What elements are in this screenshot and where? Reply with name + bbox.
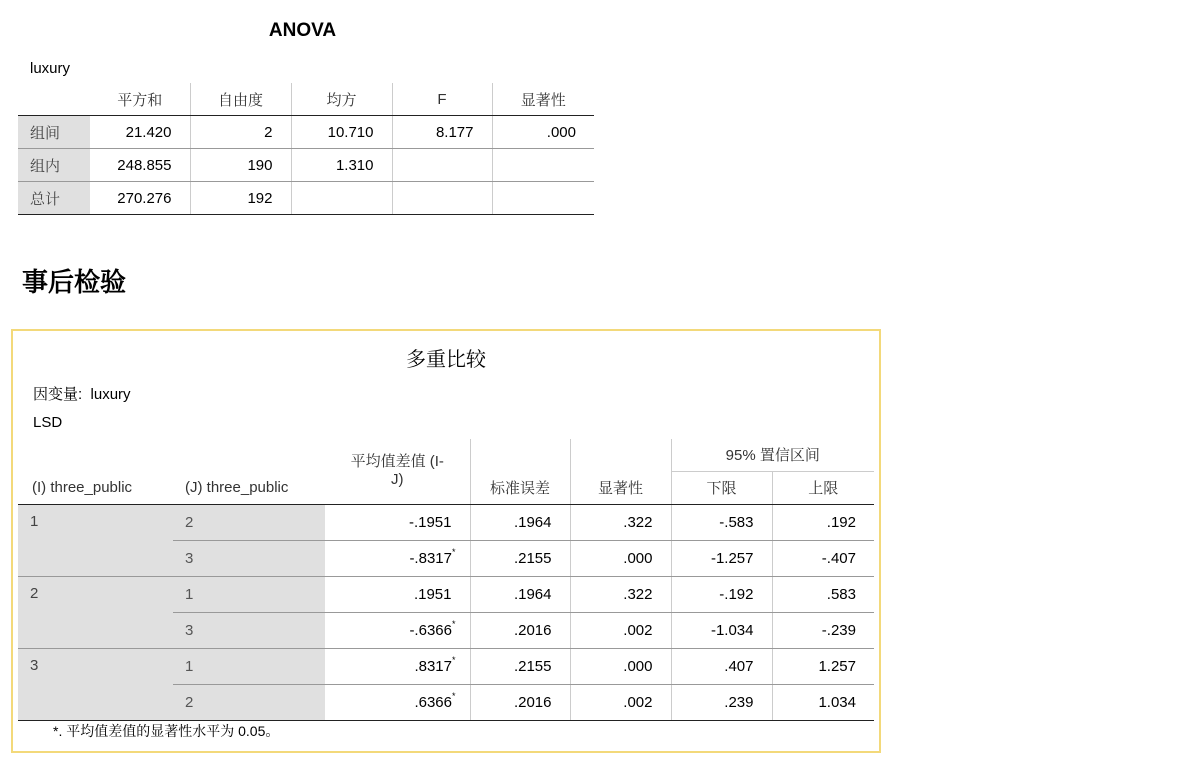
cell-upper [772, 504, 874, 540]
cell-text: .000 [623, 549, 653, 567]
cell-text: .002 [623, 621, 653, 639]
cell-upper [772, 648, 874, 684]
cell-text: .1964 [513, 513, 552, 531]
cell-upper [772, 576, 874, 612]
comparison-row [18, 504, 874, 540]
cell-text: -1.257 [710, 549, 754, 567]
cell-j-group [173, 612, 325, 648]
cell-i-group [18, 612, 173, 648]
comparison-row [18, 576, 874, 612]
cell-std-error [470, 576, 570, 612]
cell-text: -1.034 [710, 621, 754, 639]
cell-lower [671, 684, 772, 720]
cell-std-error [470, 612, 570, 648]
cell-text: -.1951 [408, 514, 452, 531]
anova-cell: 1.310 [291, 149, 392, 182]
cell-text: 3 [185, 621, 194, 639]
cell-i-group [18, 648, 173, 684]
cell-text: 2 [185, 693, 194, 711]
cell-j-group [173, 540, 325, 576]
cell-sig [570, 540, 671, 576]
cell-text: .583 [826, 585, 856, 603]
anova-col-df: 自由度 [190, 83, 291, 116]
cell-mean-diff [325, 648, 470, 684]
anova-col-sig: 显著性 [492, 83, 594, 116]
cell-text: -.583 [719, 513, 754, 531]
anova-cell: 192 [190, 182, 291, 215]
cell-sig [570, 684, 671, 720]
cell-sig [570, 612, 671, 648]
cell-text: 2 [185, 513, 194, 531]
cell-i-group [18, 684, 173, 720]
cell-text: -.407 [821, 549, 856, 567]
anova-title: ANOVA [268, 20, 337, 41]
cell-text: .2155 [513, 657, 552, 675]
anova-cell [392, 149, 492, 182]
method-label: LSD [33, 414, 63, 431]
cell-lower [671, 540, 772, 576]
comparison-row [18, 540, 874, 576]
anova-row-label: 总计 [18, 182, 90, 215]
cell-text: .322 [623, 513, 653, 531]
cell-text: -.6366 [409, 622, 452, 639]
cell-lower [671, 576, 772, 612]
posthoc-heading: 事后检验 [22, 268, 127, 298]
cell-lower [671, 612, 772, 648]
cell-mean-diff [325, 576, 470, 612]
anova-cell: 190 [190, 149, 291, 182]
anova-row-label: 组内 [18, 149, 90, 182]
anova-cell: 248.855 [90, 149, 190, 182]
cell-text: 1.034 [818, 693, 856, 711]
cell-upper [772, 612, 874, 648]
anova-cell: .000 [492, 116, 594, 149]
significance-star: * [451, 655, 456, 665]
anova-row-total [18, 182, 594, 215]
cell-text: 1 [30, 512, 39, 530]
cell-j-group [173, 504, 325, 540]
cell-text: .000 [623, 657, 653, 675]
cell-text: .2155 [513, 549, 552, 567]
cell-text: 2 [30, 584, 39, 602]
cell-text: .239 [724, 693, 754, 711]
cell-i-group [18, 504, 173, 540]
cell-text: .6366 [414, 694, 452, 711]
cell-mean-diff [325, 684, 470, 720]
cell-i-group [18, 540, 173, 576]
cell-text: .407 [724, 657, 754, 675]
cell-sig [570, 576, 671, 612]
cell-text: -.8317 [409, 550, 452, 567]
cell-mean-diff [325, 504, 470, 540]
col-upper: 上限 [772, 471, 874, 504]
col-mean-diff-line2: J) [325, 471, 470, 504]
cell-lower [671, 648, 772, 684]
cell-text: 1 [185, 657, 194, 675]
cell-text: .192 [826, 513, 856, 531]
anova-dependent-variable: luxury [30, 60, 71, 77]
cell-text: 3 [30, 656, 39, 674]
anova-col-ms: 均方 [291, 83, 392, 116]
col-j-group: (J) three_public [173, 471, 325, 504]
multiple-comparisons-panel[interactable] [11, 329, 881, 753]
anova-cell: 10.710 [291, 116, 392, 149]
footnote: *. 平均值差值的显著性水平为 0.05。 [53, 723, 280, 739]
multiple-comparisons-table [18, 439, 874, 721]
dependent-label: 因变量: [33, 386, 83, 403]
cell-std-error [470, 684, 570, 720]
col-lower: 下限 [671, 471, 772, 504]
anova-cell [492, 149, 594, 182]
anova-row-between [18, 116, 594, 149]
cell-std-error [470, 648, 570, 684]
cell-i-group [18, 576, 173, 612]
cell-j-group [173, 684, 325, 720]
cell-sig [570, 648, 671, 684]
cell-std-error [470, 540, 570, 576]
cell-text: .2016 [513, 693, 552, 711]
significance-star: * [451, 547, 456, 557]
cell-j-group [173, 576, 325, 612]
cell-text: .1951 [413, 586, 452, 603]
anova-cell [392, 182, 492, 215]
dependent-variable-line [33, 383, 131, 404]
cell-text: 3 [185, 549, 194, 567]
comparison-row [18, 684, 874, 720]
cell-upper [772, 684, 874, 720]
cell-lower [671, 504, 772, 540]
cell-text: .8317 [414, 658, 452, 675]
anova-row-label: 组间 [18, 116, 90, 149]
anova-cell [492, 182, 594, 215]
dependent-value: luxury [90, 386, 131, 403]
anova-cell: 270.276 [90, 182, 190, 215]
significance-star: * [451, 691, 456, 701]
cell-sig [570, 504, 671, 540]
cell-text: .2016 [513, 621, 552, 639]
multiple-comparisons-title: 多重比较 [406, 347, 486, 371]
col-i-group: (I) three_public [18, 471, 173, 504]
anova-table [18, 83, 594, 215]
anova-cell: 21.420 [90, 116, 190, 149]
cell-text: .1964 [513, 585, 552, 603]
cell-text: 1 [185, 585, 194, 603]
cell-text: 1.257 [818, 657, 856, 675]
col-std-error: 标准误差 [470, 471, 570, 504]
col-sig: 显著性 [570, 471, 671, 504]
comparison-row [18, 612, 874, 648]
cell-j-group [173, 648, 325, 684]
col-ci-group: 95% 置信区间 [671, 439, 874, 471]
cell-mean-diff [325, 540, 470, 576]
cell-text: -.192 [719, 585, 754, 603]
anova-col-f: F [392, 83, 492, 116]
cell-text: .002 [623, 693, 653, 711]
anova-cell: 8.177 [392, 116, 492, 149]
col-mean-diff-line1: 平均值差值 (I- [350, 453, 444, 470]
cell-text: -.239 [821, 621, 856, 639]
anova-col-ss: 平方和 [90, 83, 190, 116]
cell-std-error [470, 504, 570, 540]
comparison-row [18, 648, 874, 684]
cell-mean-diff [325, 612, 470, 648]
anova-row-within [18, 149, 594, 182]
significance-star: * [451, 619, 456, 629]
anova-cell [291, 182, 392, 215]
cell-upper [772, 540, 874, 576]
anova-cell: 2 [190, 116, 291, 149]
cell-text: .322 [623, 585, 653, 603]
